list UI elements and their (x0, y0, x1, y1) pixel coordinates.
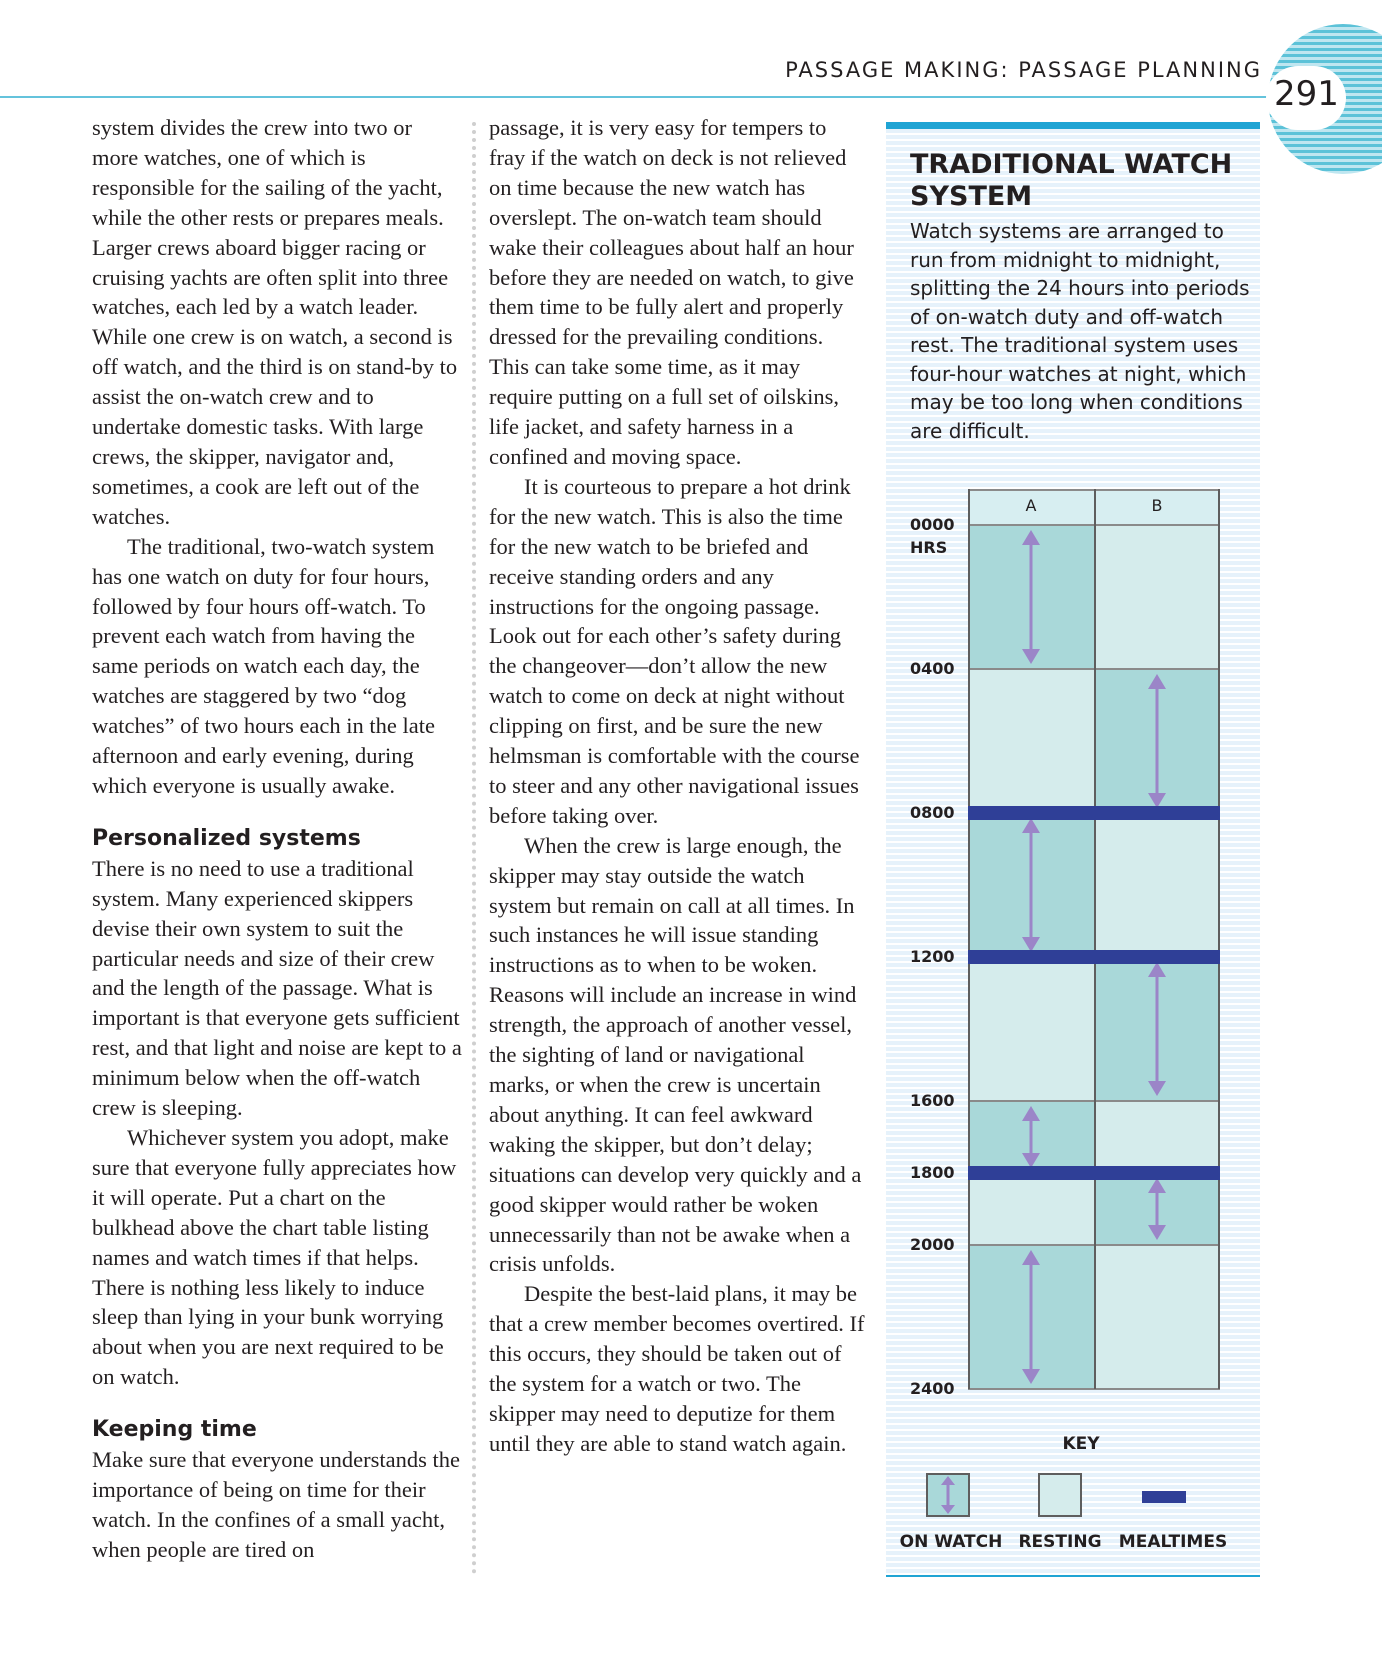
mealtime-bar (968, 806, 1220, 820)
time-label: 0400 (910, 659, 955, 678)
mealtime-bar (968, 950, 1220, 964)
key-label-on-watch: ON WATCH (899, 1532, 1003, 1552)
key-mealtime-swatch (1142, 1491, 1186, 1503)
time-label: 1800 (910, 1163, 955, 1182)
paragraph: system divides the crew into two or more watches, one of which is responsible for the sailing of the yacht, while the other rests or prepares meals. Larger crews aboard bigger racing or cruising yachts are often split into three watches, each led by a watch leader. While one crew is on watch, a second is off watch, and the third is on stand-by to assist the on-watch crew and to undertake domestic tasks. With large crews, the skipper, navigator and, sometimes, a cook are left out of the watches. (92, 115, 458, 529)
paragraph: It is courteous to prepare a hot drink for the new watch. This is also the time for the new watch to be briefed and receive standing orders and any instructions for the ongoing passage. Look out for each other’s safety during the changeover—don’t allow the new watch to come on deck at night without clipping on first, and be sure the new helmsman is comfortable with the course to steer and any other navigational issues before taking over. (489, 473, 860, 828)
on-watch-arrow-icon (1019, 1249, 1043, 1385)
paragraph: passage, it is very easy for tempers to fray if the watch on deck is not relieved on time because the new watch has overslept. The on-watch team should wake their colleagues about half an hour before they are needed on watch, to give them time to be fully alert and properly dressed for the prevailing conditions. This can take some time, as it may require putting on a full set of oilskins, life jacket, and safety harness in a confined and moving space. (489, 115, 854, 469)
panel-intro: Watch systems are arranged to run from midnight to midnight, splitting the 24 hours into periods of on-watch duty and off-watch rest. The traditional system uses four-hour watches at night, which may be too long when conditions are difficult. (910, 219, 1250, 443)
on-watch-arrow-icon (1019, 1105, 1043, 1169)
watch-system-panel (886, 122, 1260, 1577)
grid-vline (1218, 489, 1220, 1389)
on-watch-arrow-icon (1019, 529, 1043, 665)
time-label: 0800 (910, 803, 955, 822)
on-watch-arrow-icon (1145, 961, 1169, 1097)
on-watch-arrow-icon (1145, 1177, 1169, 1241)
paragraph: There is no need to use a traditional system. Many experienced skippers devise their own system to suit the particular needs and size of their crew and the length of the passage. What is important is that everyone gets sufficient rest, and that light and noise are kept to a minimum below when the off-watch crew is sleeping. (92, 855, 462, 1121)
watch-cell-a-resting (968, 957, 1094, 1101)
on-watch-arrow-icon (1019, 817, 1043, 953)
key-label-mealtimes: MEALTIMES (1118, 1532, 1228, 1552)
paragraph: Despite the best-laid plans, it may be that a crew member becomes overtired. If this occurs, they should be taken out of the system for a watch or two. The skipper may need to deputize for them until they are able to stand watch again. (489, 1281, 865, 1456)
panel-title: TRADITIONAL WATCH SYSTEM (910, 149, 1233, 212)
paragraph: When the crew is large enough, the skipper may stay outside the watch system but remain on call at all times. In such instances he will issue standing instructions as to when to be woken. Reasons will include an increase in wind strength, the approach of another vessel, the sighting of land or navigational marks, or when the crew is uncertain about anything. It can feel awkward waking the skipper, but don’t delay; situations can develop very quickly and a good skipper would rather be woken unnecessarily than not be awake when a crisis unfolds. (489, 832, 862, 1277)
watch-column-header-b: B (1094, 489, 1220, 525)
time-label: 1600 (910, 1091, 955, 1110)
right-text-column (489, 113, 867, 1459)
watch-cell-b-resting (1094, 525, 1220, 669)
time-label: 2000 (910, 1235, 955, 1254)
watch-cell-a-resting (968, 669, 1094, 813)
key-resting-swatch (1038, 1473, 1082, 1517)
header-rule (0, 96, 1290, 98)
page-number: 291 (1274, 74, 1339, 114)
time-label: 1200 (910, 947, 955, 966)
grid-vline (968, 489, 970, 1389)
left-text-column (92, 113, 462, 1565)
paragraph: Whichever system you adopt, make sure that everyone fully appreciates how it will operate. Put a chart on the bulkhead above the chart table listing names and watch times if that helps. There is nothing less likely to induce sleep than lying in your bunk worrying about when you are next required to be on watch. (92, 1125, 457, 1390)
time-label: 2400 (910, 1379, 955, 1398)
key-label-resting: RESTING (1018, 1532, 1102, 1552)
column-divider (472, 122, 476, 1575)
paragraph: Make sure that everyone understands the importance of being on time for their watch. In the confines of a small yacht, when people are tired on (92, 1447, 460, 1562)
subheading-personalized: Personalized systems (92, 825, 361, 851)
time-label: 0000 HRS (910, 515, 955, 557)
watch-column-header-a: A (968, 489, 1094, 525)
on-watch-arrow-icon (1145, 673, 1169, 809)
key-title: KEY (1062, 1434, 1100, 1454)
subheading-keeping-time: Keeping time (92, 1417, 257, 1443)
grid-vline (1094, 489, 1096, 1389)
paragraph: The traditional, two-watch system has one watch on duty for four hours, followed by four hours off-watch. To prevent each watch from having the same periods on watch each day, the watches are staggered by two “dog watches” of two hours each in the late afternoon and early evening, during which everyone is usually awake. (92, 533, 435, 798)
key-arrow-icon (938, 1475, 958, 1515)
watch-cell-b-resting (1094, 1101, 1220, 1173)
running-head: PASSAGE MAKING: PASSAGE PLANNING (785, 58, 1262, 82)
watch-cell-b-resting (1094, 1245, 1220, 1389)
watch-cell-a-resting (968, 1173, 1094, 1245)
mealtime-bar (968, 1166, 1220, 1180)
watch-grid (968, 489, 1220, 1389)
watch-cell-b-resting (1094, 813, 1220, 957)
